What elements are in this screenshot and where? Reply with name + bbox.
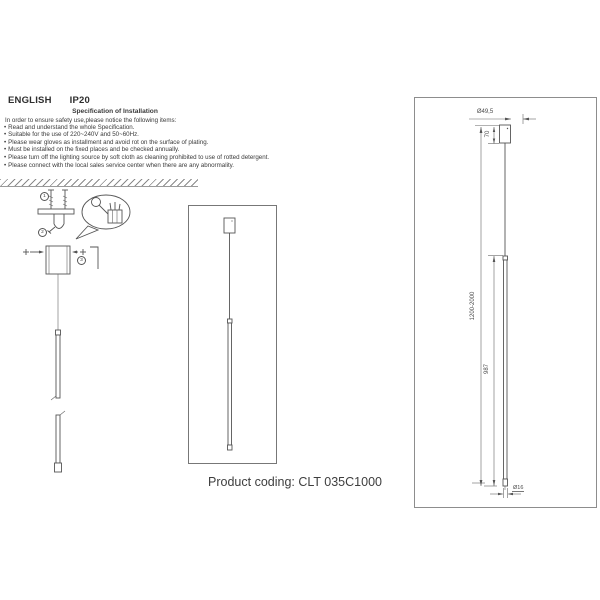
product-figure-box: [188, 205, 277, 464]
bullet-marker: •: [4, 146, 7, 154]
dim-tube-diameter: Ø16: [513, 485, 524, 491]
installation-drawing: [18, 186, 138, 486]
tech-drawing-box: [414, 97, 597, 508]
spec-item: [4, 146, 269, 154]
spec-item: [4, 131, 269, 139]
spec-item-text: Suitable for the use of 220~240V and 50~60Hz.: [8, 131, 139, 139]
ip-rating-label: IP20: [69, 95, 90, 106]
dim-total-height: 1200-2000: [470, 291, 476, 321]
step-3-badge: 3: [77, 256, 86, 265]
product-figure: [189, 206, 276, 463]
bullet-marker: •: [4, 131, 7, 139]
bullet-marker: •: [4, 153, 7, 161]
dim-canopy-height: 70: [485, 130, 491, 138]
bullet-marker: •: [4, 138, 7, 146]
dim-tube-height: 987: [484, 364, 490, 375]
dim-canopy-diameter: Ø49,5: [476, 108, 494, 115]
header: [8, 95, 90, 106]
spec-title: Specification of Installation: [72, 108, 158, 115]
spec-item: [4, 139, 269, 147]
spec-item-text: Read and understand the whole Specification.: [8, 123, 135, 131]
spec-item-text: Please connect with the local sales service center when there are any abnormality.: [8, 161, 235, 169]
spec-item: [4, 124, 269, 132]
spec-intro: In order to ensure safety use,please notice the following items:: [5, 116, 177, 124]
language-label: ENGLISH: [8, 95, 52, 106]
spec-item: [4, 154, 269, 162]
spec-list: [4, 124, 269, 169]
tech-drawing: [415, 98, 596, 507]
product-coding: Product coding: CLT 035C1000: [208, 475, 382, 489]
installation-diagram: [18, 186, 138, 486]
spec-item-text: Must be installed on the fixed places and be checked annually.: [8, 146, 180, 154]
spec-item-text: Please wear gloves as installment and avoid rot on the surface of plating.: [8, 138, 209, 146]
spec-item-text: Please turn off the lighting source by soft cloth as cleaning prohibited to use of rotted detergent.: [8, 153, 270, 161]
step-1-badge: 1: [40, 192, 49, 201]
spec-item: [4, 162, 269, 170]
bullet-marker: •: [4, 161, 7, 169]
bullet-marker: •: [4, 123, 7, 131]
step-2-badge: 2: [38, 228, 47, 237]
